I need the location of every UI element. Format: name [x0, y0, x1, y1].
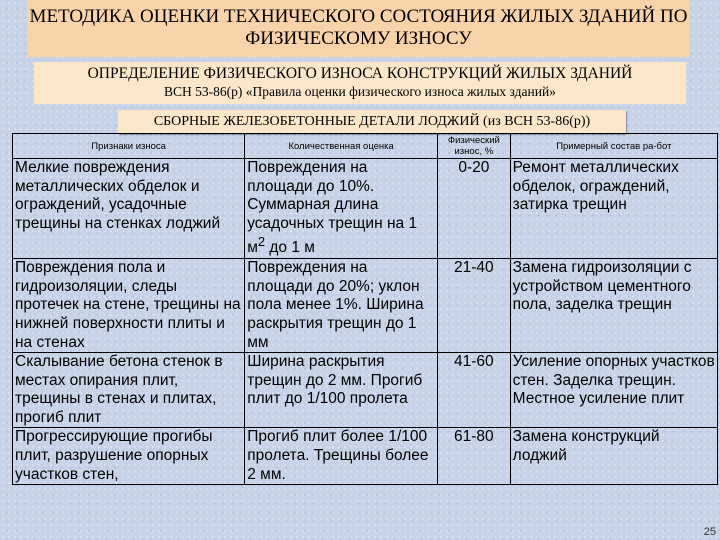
- cell-wear: 0-20: [438, 159, 511, 259]
- cell-signs: Мелкие повреждения металлических обделок и ограждений, усадочные трещины на стенках лоджий: [13, 159, 245, 259]
- table-row: [13, 259, 718, 353]
- table-row: [13, 159, 718, 259]
- table-row: [13, 353, 718, 428]
- cell-wear: 41-60: [438, 353, 511, 428]
- cell-assessment-text: Повреждения на площади до 10%. Суммарная длина усадочных трещин на 1 м: [247, 159, 418, 257]
- wear-table: [12, 133, 718, 485]
- cell-assessment: Прогиб плит более 1/100 пролета. Трещины более 2 мм.: [245, 428, 438, 485]
- subtitle-box: [34, 62, 686, 104]
- cell-assessment-superscript: 2: [257, 234, 266, 250]
- cell-works: Замена конструкций лоджий: [510, 428, 717, 485]
- cell-wear: 61-80: [438, 428, 511, 485]
- cell-assessment: [245, 159, 438, 259]
- cell-works: Замена гидроизоляции с устройством цементного пола, заделка трещин: [510, 259, 717, 353]
- page-number: 25: [703, 526, 716, 538]
- section-heading: СБОРНЫЕ ЖЕЛЕЗОБЕТОННЫЕ ДЕТАЛИ ЛОДЖИЙ (из ВСН 53-86(р)): [118, 110, 626, 134]
- cell-signs: Повреждения пола и гидроизоляции, следы протечек на стене, трещины на нижней поверхности плиты и на стенах: [13, 259, 245, 353]
- subtitle-main: ОПРЕДЕЛЕНИЕ ФИЗИЧЕСКОГО ИЗНОСА КОНСТРУКЦИЙ ЖИЛЫХ ЗДАНИЙ: [87, 65, 633, 82]
- cell-assessment: Повреждения на площади до 20%; уклон пола менее 1%. Ширина раскрытия трещин до 1 мм: [245, 259, 438, 353]
- cell-assessment-text-end: до 1 м: [265, 239, 315, 257]
- header-works: Примерный состав ра-бот: [510, 134, 717, 159]
- subtitle-reference: ВСН 53-86(р) «Правила оценки физического износа жилых зданий»: [164, 84, 556, 99]
- cell-wear: 21-40: [438, 259, 511, 353]
- cell-signs: Скалывание бетона стенок в местах опирания плит, трещины в стенах и плитах, прогиб плит: [13, 353, 245, 428]
- cell-assessment: Ширина раскрытия трещин до 2 мм. Прогиб плит до 1/100 пролета: [245, 353, 438, 428]
- cell-works: Ремонт металлических обделок, ограждений, затирка трещин: [510, 159, 717, 259]
- header-assessment: Количественная оценка: [245, 134, 438, 159]
- header-signs: Признаки износа: [13, 134, 245, 159]
- table-header-row: [13, 134, 718, 159]
- table-row: [13, 428, 718, 485]
- header-wear: Физический износ, %: [438, 134, 511, 159]
- cell-signs: Прогрессирующие прогибы плит, разрушение опорных участков стен,: [13, 428, 245, 485]
- cell-works: Усиление опорных участков стен. Заделка трещин. Местное усиление плит: [510, 353, 717, 428]
- slide-title: МЕТОДИКА ОЦЕНКИ ТЕХНИЧЕСКОГО СОСТОЯНИЯ ЖИЛЫХ ЗДАНИЙ ПО ФИЗИЧЕСКОМУ ИЗНОСУ: [27, 0, 690, 57]
